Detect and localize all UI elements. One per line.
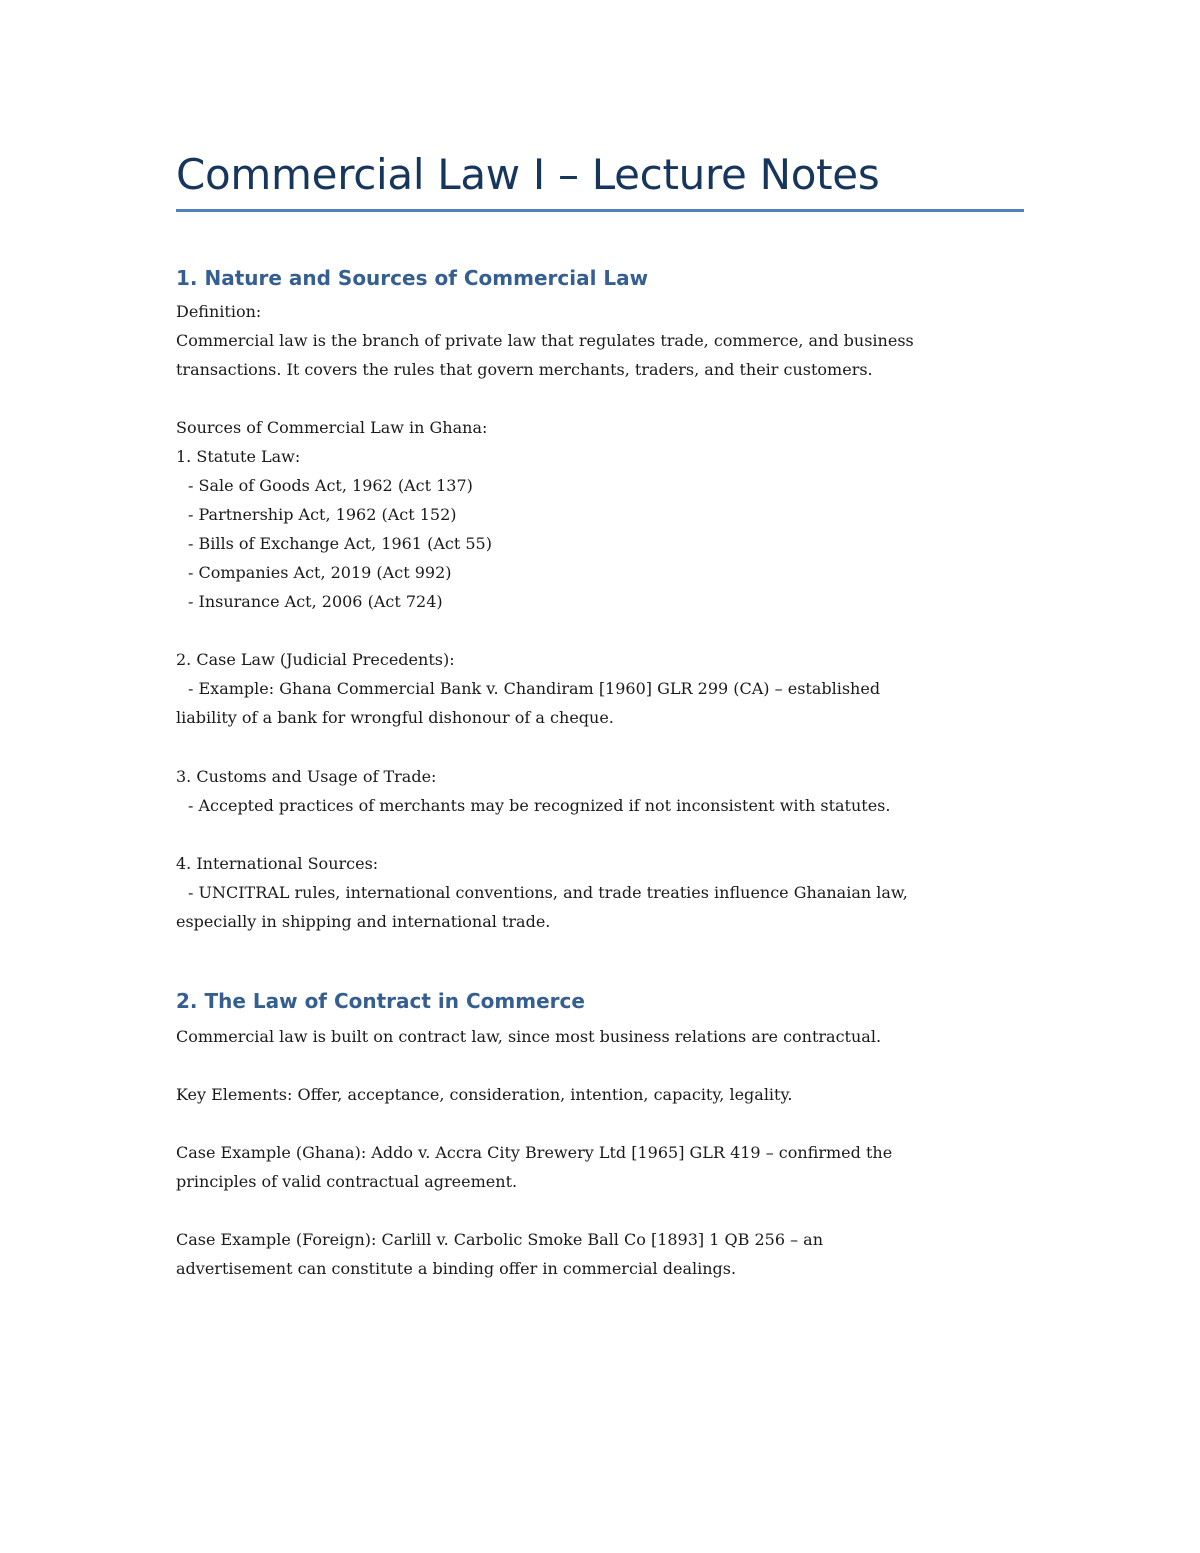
ghana-case-block <box>176 1138 1024 1196</box>
international-label: 4. International Sources: <box>176 854 379 873</box>
international-line-2: especially in shipping and international trade. <box>176 912 551 931</box>
statute-law-label: 1. Statute Law: <box>176 447 301 466</box>
definition-line-2: transactions. It covers the rules that govern merchants, traders, and their customers. <box>176 360 873 379</box>
statute-item: - Sale of Goods Act, 1962 (Act 137) <box>188 476 473 495</box>
title-underline <box>176 209 1024 212</box>
foreign-case-line-1: Case Example (Foreign): Carlill v. Carbolic Smoke Ball Co [1893] 1 QB 256 – an <box>176 1230 824 1249</box>
international-line-1: - UNCITRAL rules, international conventions, and trade treaties influence Ghanaian law, <box>188 883 908 902</box>
definition-label: Definition: <box>176 302 262 321</box>
foreign-case-block <box>176 1225 1024 1283</box>
key-elements-block <box>176 1080 1024 1109</box>
case-law-line-1: - Example: Ghana Commercial Bank v. Chandiram [1960] GLR 299 (CA) – established <box>188 679 881 698</box>
ghana-case-line-2: principles of valid contractual agreement. <box>176 1172 518 1191</box>
section-2-heading: 2. The Law of Contract in Commerce <box>176 989 585 1013</box>
contract-intro-block <box>176 1022 1024 1051</box>
section-1-heading: 1. Nature and Sources of Commercial Law <box>176 266 649 290</box>
customs-label: 3. Customs and Usage of Trade: <box>176 767 437 786</box>
ghana-case-line-1: Case Example (Ghana): Addo v. Accra City Brewery Ltd [1965] GLR 419 – confirmed the <box>176 1143 893 1162</box>
case-law-label: 2. Case Law (Judicial Precedents): <box>176 650 455 669</box>
statute-item: - Companies Act, 2019 (Act 992) <box>188 563 452 582</box>
statute-item: - Bills of Exchange Act, 1961 (Act 55) <box>188 534 492 553</box>
customs-line-1: - Accepted practices of merchants may be recognized if not inconsistent with statutes. <box>188 796 891 815</box>
customs-block <box>176 762 1024 820</box>
contract-intro: Commercial law is built on contract law, since most business relations are contractual. <box>176 1027 882 1046</box>
document-title: Commercial Law I – Lecture Notes <box>176 150 880 199</box>
case-law-line-2: liability of a bank for wrongful dishonour of a cheque. <box>176 708 614 727</box>
statute-item: - Partnership Act, 1962 (Act 152) <box>188 505 457 524</box>
case-law-block <box>176 645 1024 732</box>
international-block <box>176 849 1024 936</box>
definition-block <box>176 297 1024 384</box>
definition-line-1: Commercial law is the branch of private law that regulates trade, commerce, and business <box>176 331 914 350</box>
sources-block <box>176 413 1024 616</box>
foreign-case-line-2: advertisement can constitute a binding offer in commercial dealings. <box>176 1259 737 1278</box>
key-elements: Key Elements: Offer, acceptance, consideration, intention, capacity, legality. <box>176 1085 793 1104</box>
statute-item: - Insurance Act, 2006 (Act 724) <box>188 592 443 611</box>
sources-label: Sources of Commercial Law in Ghana: <box>176 418 488 437</box>
